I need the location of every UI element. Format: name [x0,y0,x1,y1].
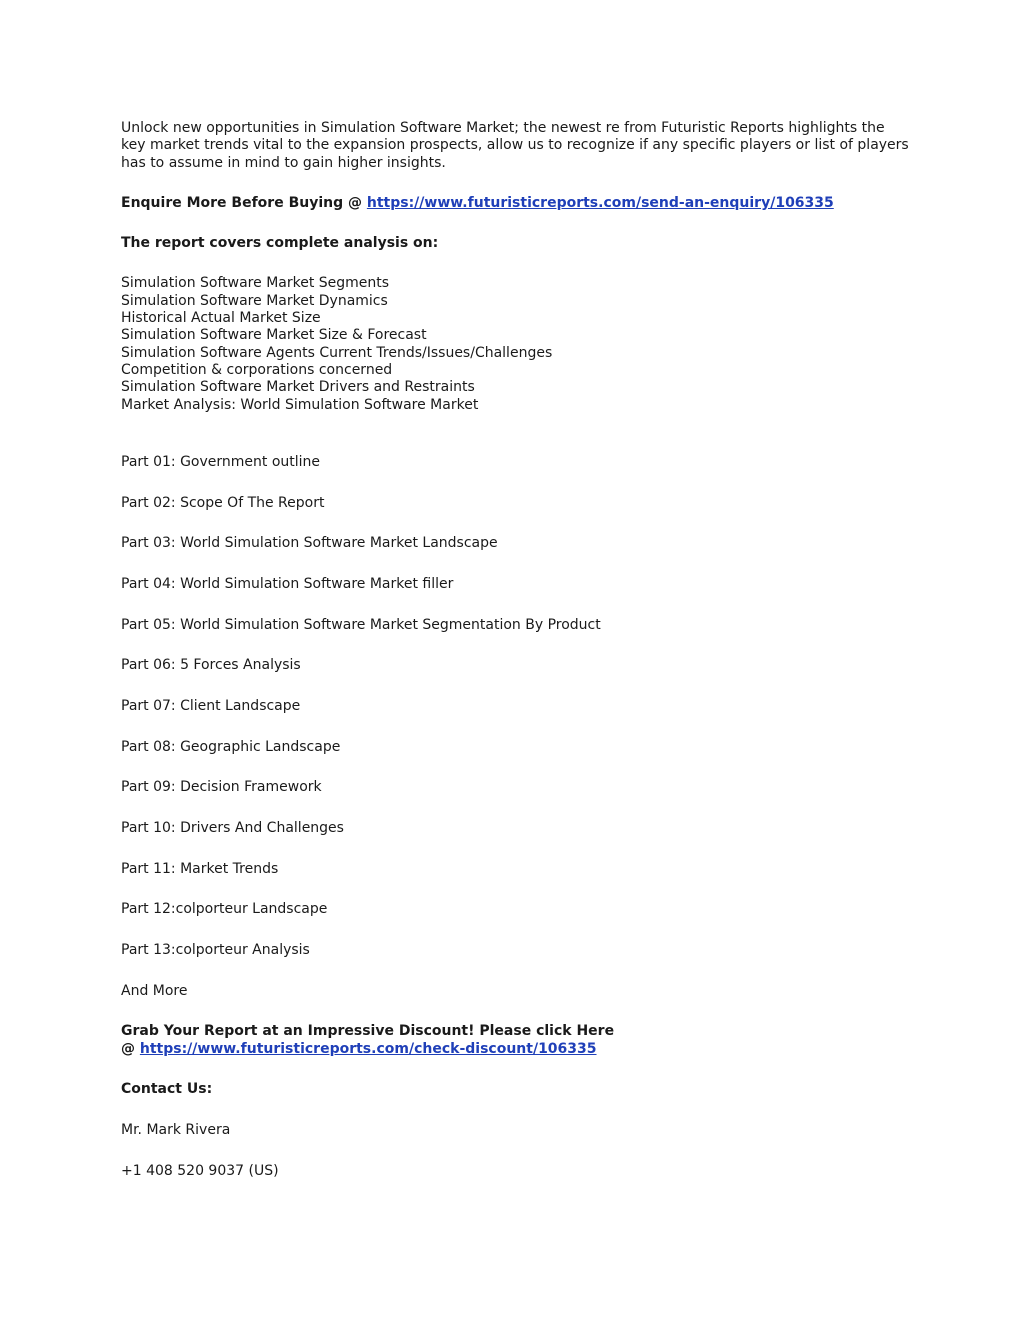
list-item: Historical Actual Market Size [121,310,321,327]
enquire-label: Enquire More Before Buying @ [121,194,367,211]
discount-link-line [121,1041,911,1058]
list-item: Simulation Software Market Size & Forecast [121,327,427,344]
part-item: Part 02: Scope Of The Report [121,494,325,511]
and-more-text: And More [121,982,188,999]
discount-block [121,1023,911,1058]
list-item: Simulation Software Agents Current Trends/Issues/Challenges [121,344,553,361]
part-item: Part 09: Decision Framework [121,779,322,796]
list-item: Competition & corporations concerned [121,361,393,378]
contact-name: Mr. Mark Rivera [121,1122,231,1139]
intro-paragraph: Unlock new opportunities in Simulation Software Market; the newest re from Futuristic Reports highlights the key market trends vital to the expansion prospects, allow us to recognize if any specific players or list of players has to assume in mind to gain higher insights. [121,120,909,171]
list-item: Market Analysis: World Simulation Software Market [121,396,479,413]
list-item: Simulation Software Market Segments [121,275,390,292]
enquiry-link[interactable]: https://www.futuristicreports.com/send-an-enquiry/106335 [366,194,834,211]
analysis-list [121,275,911,413]
part-item: Part 06: 5 Forces Analysis [121,657,301,674]
part-item: Part 04: World Simulation Software Market filler [121,575,454,592]
part-item: Part 03: World Simulation Software Market Landscape [121,535,498,552]
part-item: Part 12:colporteur Landscape [121,901,328,918]
part-item: Part 11: Market Trends [121,860,279,877]
part-item: Part 10: Drivers And Challenges [121,820,344,837]
contact-heading: Contact Us: [121,1081,213,1098]
document-body [121,120,911,1180]
part-item: Part 05: World Simulation Software Market Segmentation By Product [121,616,601,633]
discount-heading: Grab Your Report at an Impressive Discount! Please click Here [121,1023,615,1040]
part-item: Part 08: Geographic Landscape [121,738,341,755]
part-item: Part 07: Client Landscape [121,697,301,714]
parts-list [121,454,911,960]
discount-prefix: @ [121,1040,140,1057]
covers-heading: The report covers complete analysis on: [121,235,439,252]
discount-link[interactable]: https://www.futuristicreports.com/check-discount/106335 [139,1040,597,1057]
list-item: Simulation Software Market Drivers and Restraints [121,379,475,396]
contact-phone: +1 408 520 9037 (US) [121,1162,279,1179]
part-item: Part 01: Government outline [121,453,321,470]
enquire-line [121,195,911,212]
list-item: Simulation Software Market Dynamics [121,292,388,309]
part-item: Part 13:colporteur Analysis [121,942,310,959]
